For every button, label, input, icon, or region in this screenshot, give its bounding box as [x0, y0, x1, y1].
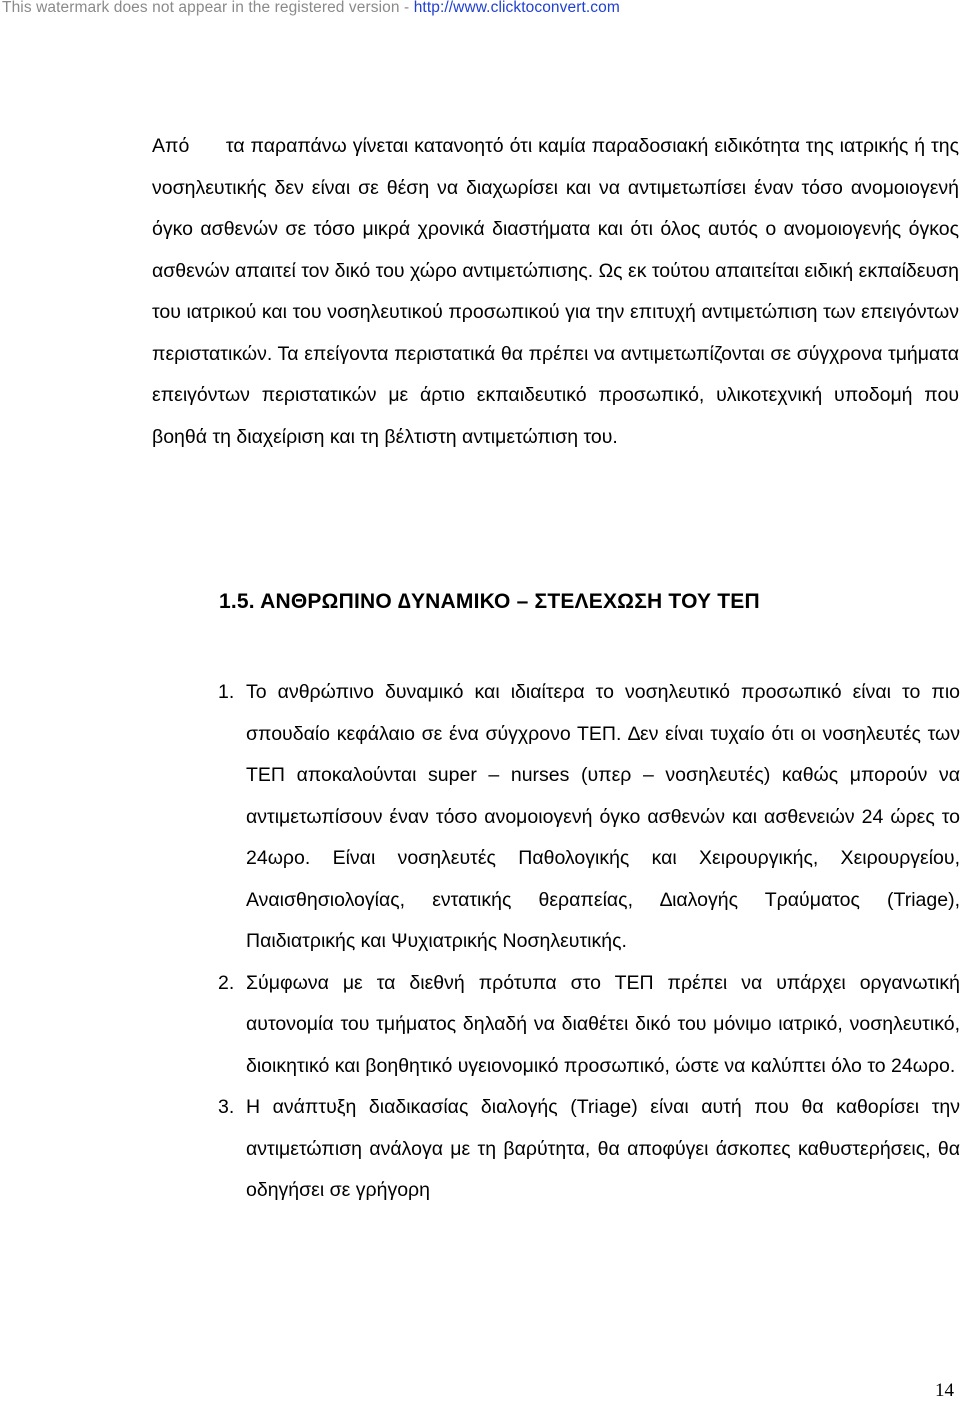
- document-body: [152, 126, 959, 458]
- list-item-text: Σύμφωνα με τα διεθνή πρότυπα στο ΤΕΠ πρέπει να υπάρχει οργανωτική αυτονομία του τμήματος δηλαδή να διαθέτει δικό του μόνιμο ιατρικό, νοσηλευτικό, διοικητικό και βοηθητικό υγειονομικό προσωπικό, ώστε να καλύπτει όλο το 24ωρο.: [246, 971, 960, 1077]
- intro-paragraph: [152, 126, 959, 458]
- page-number: 14: [935, 1380, 954, 1401]
- watermark-link[interactable]: http://www.clicktoconvert.com: [413, 0, 620, 16]
- intro-paragraph-text: τα παραπάνω γίνεται κατανοητό ότι καμία παραδοσιακή ειδικότητα της ιατρικής ή της νοσηλευτικής δεν είναι σε θέση να διαχωρίσει και να αντιμετωπίσει έναν τόσο ανομοιογενή όγκο ασθενών σε τόσο μικρά χρονικά διαστήματα και ότι όλος αυτός ο ανομοιογενής όγκος ασθενών απαιτεί τον δικό του χώρο αντιμετώπισης. Ως εκ τούτου απαιτείται ειδική εκπαίδευση του ιατρικού και του νοσηλευτικού προσωπικού για την επιτυχή αντιμετώπιση των επειγόντων περιστατικών. Τα επείγοντα περιστατικά θα πρέπει να αντιμετωπίζονται σε σύγχρονα τμήματα επειγόντων περιστατικών με άρτιο εκπαιδευτικό προσωπικό, υλικοτεχνική υποδομή που βοηθά τη διαχείριση και τη βέλτιστη αντιμετώπιση του.: [152, 135, 959, 448]
- watermark-text: This watermark does not appear in the registered version -: [2, 0, 414, 16]
- list-item-number: 1.: [218, 681, 235, 703]
- watermark-banner: [2, 0, 620, 17]
- intro-first-word: Από: [152, 135, 190, 157]
- list-item: [218, 963, 960, 1088]
- list-item-number: 2.: [218, 971, 235, 994]
- list-item-text: Το ανθρώπινο δυναμικό και ιδιαίτερα το νοσηλευτικό προσωπικό είναι το πιο σπουδαίο κεφάλαιο σε ένα σύγχρονο ΤΕΠ. ∆εν είναι τυχαίο ότι οι νοσηλευτές των ΤΕΠ αποκαλούνται super – nurses (υπερ – νοσηλευτές) καθώς μπορούν να αντιμετωπίσουν έναν τόσο ανομοιογενή όγκο ασθενών και ασθενειών 24 ώρες το 24ωρο. Είναι νοσηλευτές Παθολογικής και Χειρουργικής, Χειρουργείου, Αναισθησιολογίας, εντατικής θεραπείας, ∆ιαλογής Τραύματος (Triage), Παιδιατρικής και Ψυχιατρικής Νοσηλευτικής.: [246, 681, 960, 952]
- list-item-number: 3.: [218, 1096, 235, 1118]
- list-item: [218, 1087, 960, 1212]
- list-item: [218, 672, 960, 963]
- list-item-text: Η ανάπτυξη διαδικασίας διαλογής (Triage) είναι αυτή που θα καθορίσει την αντιμετώπιση ανάλογα με τη βαρύτητα, θα αποφύγει άσκοπες καθυστερήσεις, θα οδηγήσει σε γρήγορη: [246, 1096, 960, 1201]
- numbered-list: [218, 672, 960, 1212]
- section-heading: 1.5. ΑΝΘΡΩΠΙΝΟ ∆ΥΝΑΜΙΚΟ – ΣΤΕΛΕΧΩΣΗ ΤΟΥ ΤΕΠ: [219, 590, 760, 613]
